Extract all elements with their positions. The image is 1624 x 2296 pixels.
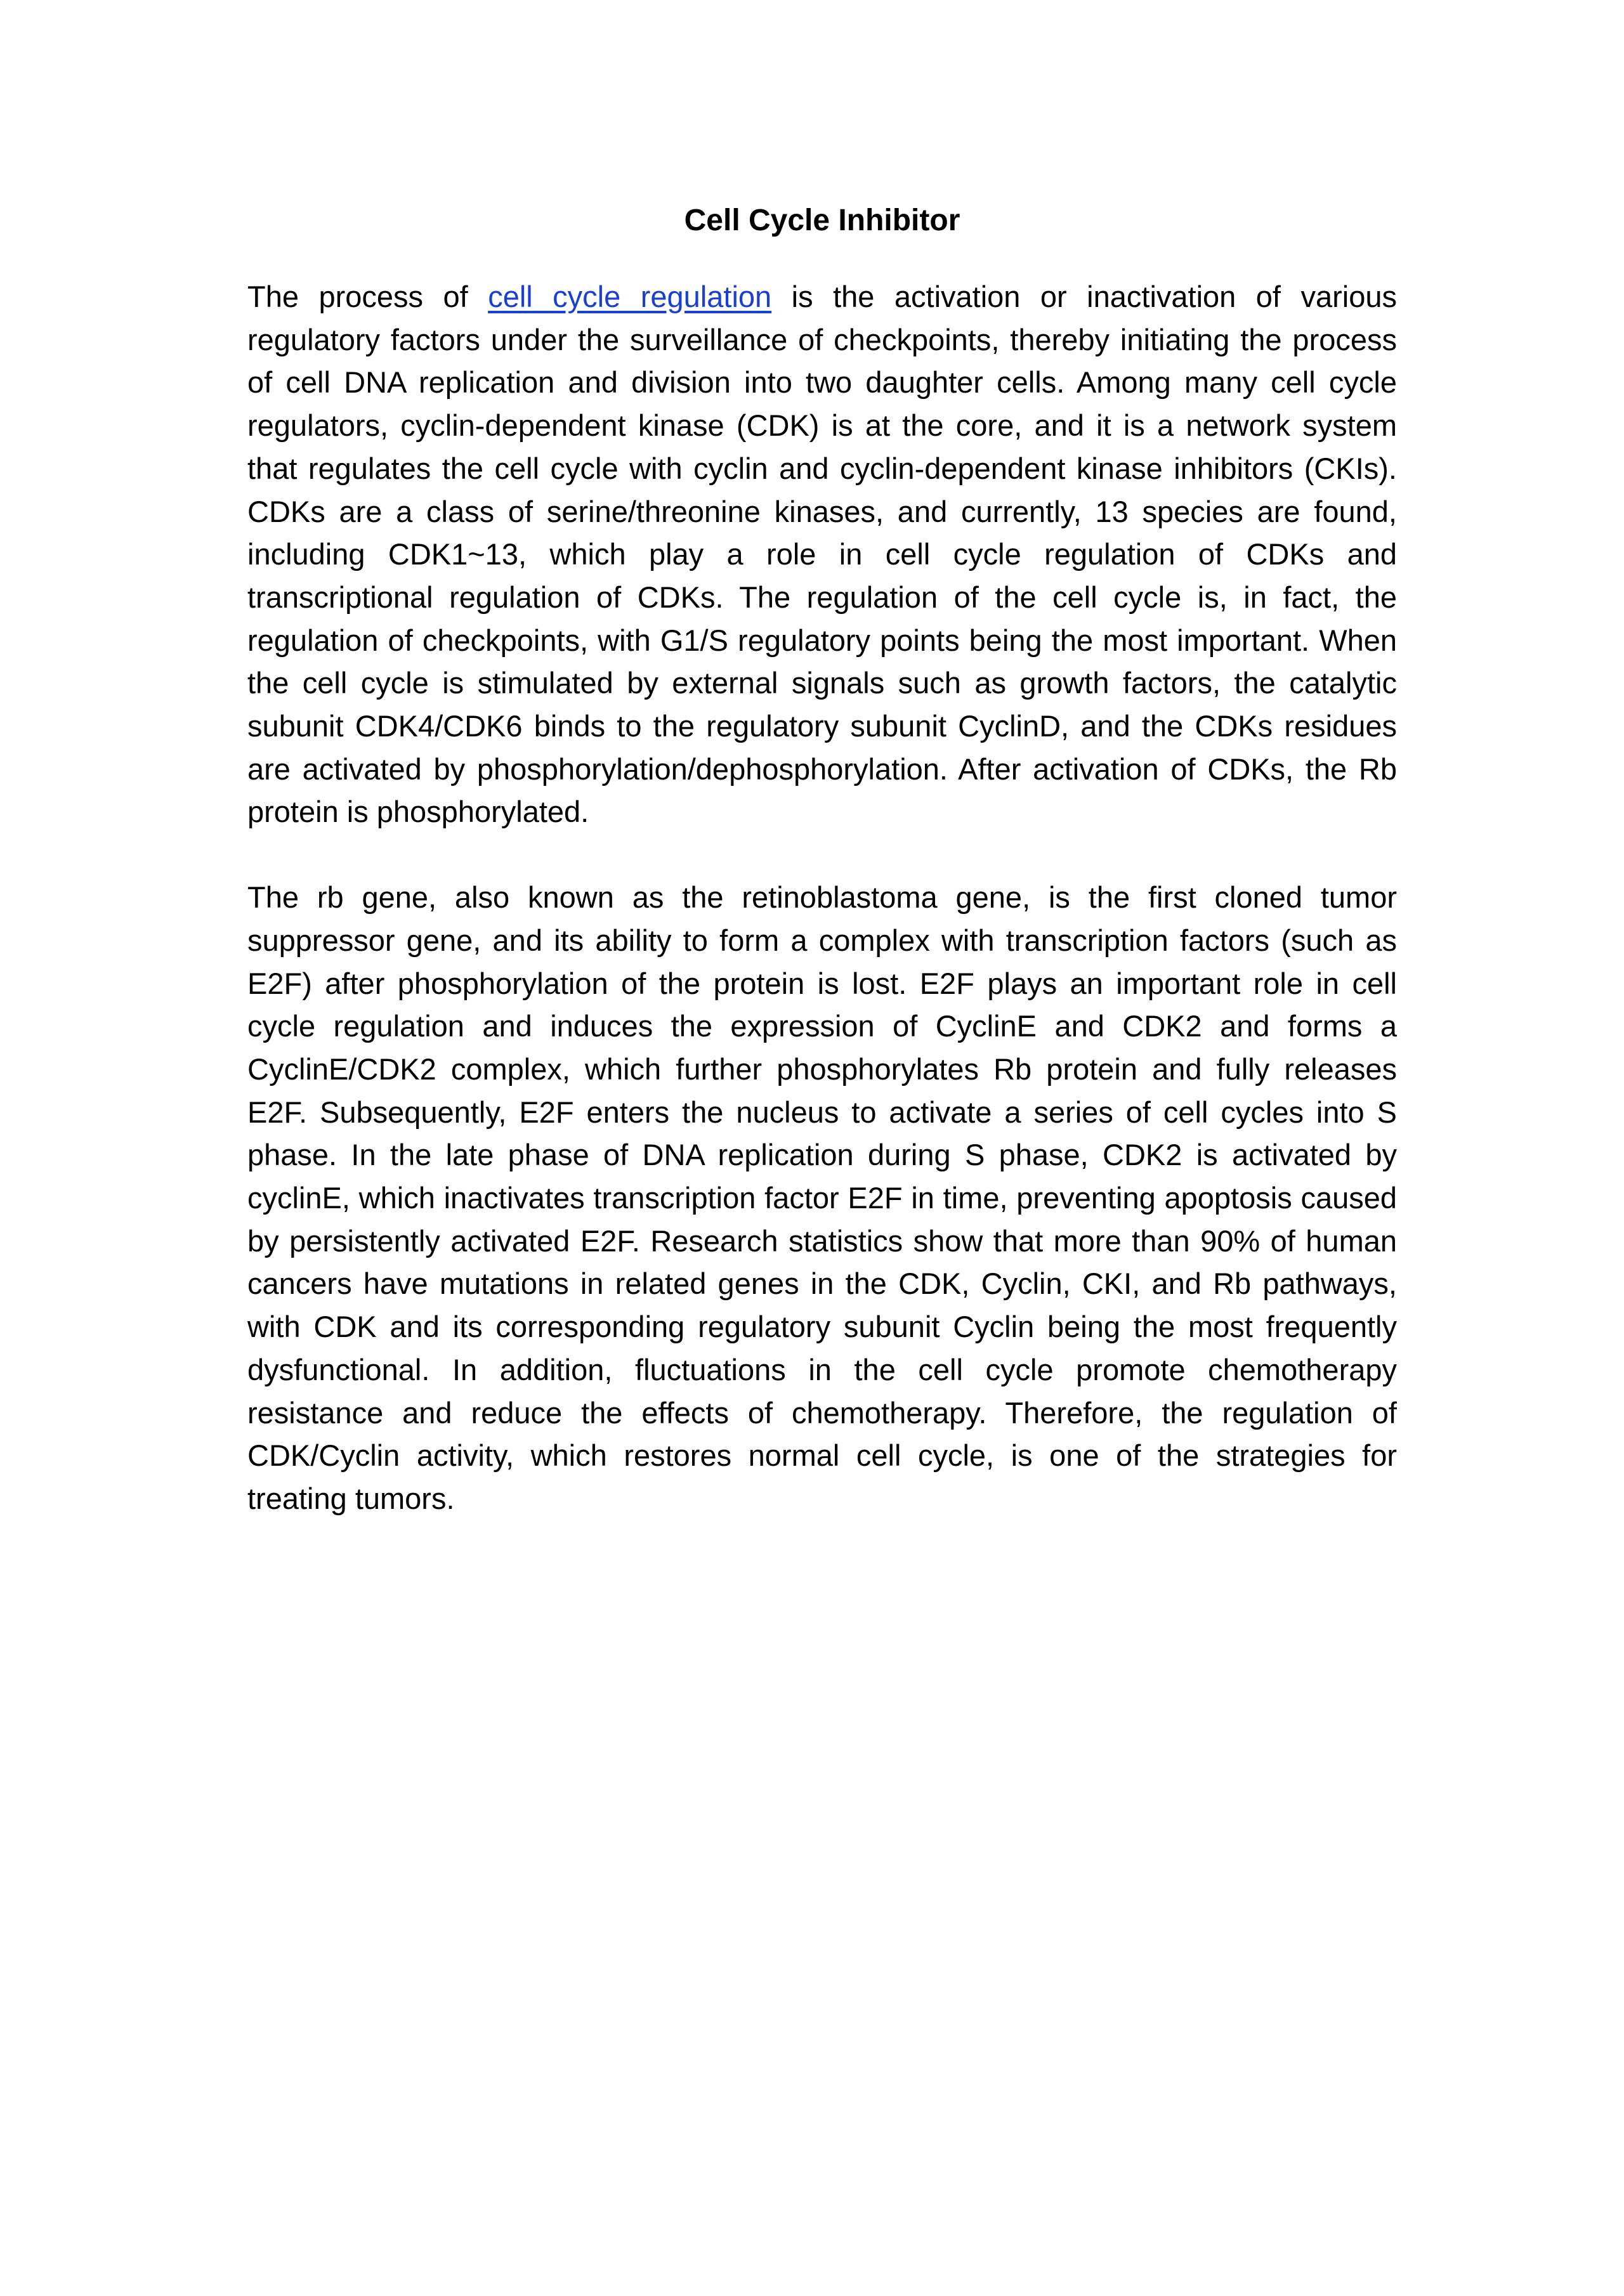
document-body xyxy=(247,194,1397,1520)
paragraph-1-text: is the activation or inactivation of various regulatory factors under the surveillance of checkpoints, thereby initiating the process of cell DNA replication and division into two daughter cells. Among many cell cycle regulators, cyclin-dependent kinase (CDK) is at the core, and it is a network system that regulates the cell cycle with cyclin and cyclin-dependent kinase inhibitors (CKIs). CDKs are a class of serine/threonine kinases, and currently, 13 species are found, including CDK1~13, which play a role in cell cycle regulation of CDKs and transcriptional regulation of CDKs. The regulation of the cell cycle is, in fact, the regulation of checkpoints, with G1/S regulatory points being the most important. When the cell cycle is stimulated by external signals such as growth factors, the catalytic subunit CDK4/CDK6 binds to the regulatory subunit CyclinD, and the CDKs residues are activated by phosphorylation/dephosphorylation. After activation of CDKs, the Rb protein is phosphorylated. xyxy=(247,280,1397,829)
paragraph-1 xyxy=(247,275,1397,833)
paragraph-1-intro: The process of xyxy=(247,280,488,313)
paragraph-2: The rb gene, also known as the retinoblastoma gene, is the first cloned tumor suppressor gene, and its ability to form a complex with transcription factors (such as E2F) after phosphorylation of the protein is lost. E2F plays an important role in cell cycle regulation and induces the expression of CyclinE and CDK2 and forms a CyclinE/CDK2 complex, which further phosphorylates Rb protein and fully releases E2F. Subsequently, E2F enters the nucleus to activate a series of cell cycles into S phase. In the late phase of DNA replication during S phase, CDK2 is activated by cyclinE, which inactivates transcription factor E2F in time, preventing apoptosis caused by persistently activated E2F. Research statistics show that more than 90% of human cancers have mutations in related genes in the CDK, Cyclin, CKI, and Rb pathways, with CDK and its corresponding regulatory subunit Cyclin being the most frequently dysfunctional. In addition, fluctuations in the cell cycle promote chemotherapy resistance and reduce the effects of chemotherapy. Therefore, the regulation of CDK/Cyclin activity, which restores normal cell cycle, is one of the strategies for treating tumors. xyxy=(247,880,1397,1515)
document-title: Cell Cycle Inhibitor xyxy=(684,204,960,237)
cell-cycle-regulation-link[interactable]: cell cycle regulation xyxy=(488,280,772,313)
